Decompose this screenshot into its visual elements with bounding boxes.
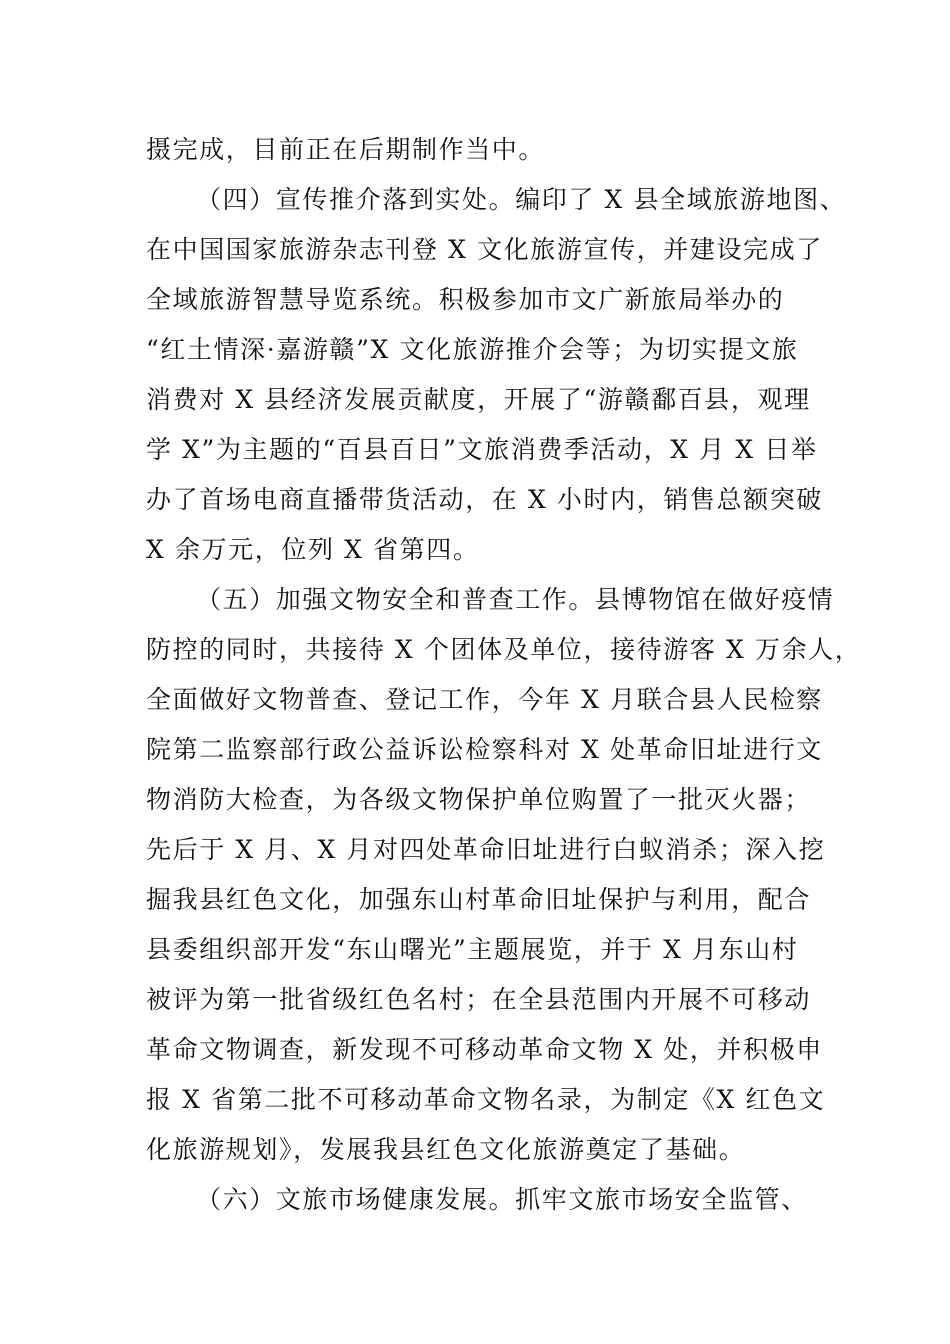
text-line: 物消防大检查，为各级文物保护单位购置了一批灭火器； [146,785,812,814]
text-line: 化旅游规划》，发展我县红色文化旅游奠定了基础。 [146,1135,746,1164]
text-line: 全域旅游智慧导览系统。积极参加市文广新旅局举办的 [146,285,785,314]
text-line: 县委组织部开发“东山曙光”主题展览，并于 X 月东山村 [146,935,799,964]
text-line: 防控的同时，共接待 X 个团体及单位，接待游客 X 万余人， [146,635,862,664]
text-line: “红土情深·嘉游赣”X 文化旅游推介会等；为切实提文旅 [146,335,799,364]
text-line: 在中国国家旅游杂志刊登 X 文化旅游宣传，并建设完成了 [146,235,823,264]
text-line: 学 X”为主题的“百县百日”文旅消费季活动，X 月 X 日举 [146,435,818,464]
text-line: 掘我县红色文化，加强东山村革命旧址保护与利用，配合 [146,885,812,914]
text-line: 被评为第一批省级红色名村；在全县范围内开展不可移动 [146,985,812,1014]
text-line: 革命文物调查，新发现不可移动革命文物 X 处，并积极申 [146,1035,823,1064]
text-line: X 余万元，位列 X 省第四。 [146,535,480,564]
text-line: 全面做好文物普查、登记工作，今年 X 月联合县人民检察 [146,685,823,714]
text-line: 先后于 X 月、X 月对四处革命旧址进行白蚁消杀；深入挖 [146,835,826,864]
text-line: 消费对 X 县经济发展贡献度，开展了“游赣鄱百县，观理 [146,385,811,414]
text-line: 摄完成，目前正在后期制作当中。 [146,135,546,164]
text-line: 报 X 省第二批不可移动革命文物名录，为制定《X 红色文 [146,1085,826,1114]
text-line: 院第二监察部行政公益诉讼检察科对 X 处革命旧址进行文 [146,735,823,764]
text-line: 办了首场电商直播带货活动，在 X 小时内，销售总额突破 [146,485,823,514]
text-line: （六）文旅市场健康发展。抓牢文旅市场安全监管、 [196,1185,808,1214]
text-line: （五）加强文物安全和普查工作。县博物馆在做好疫情 [196,585,835,614]
text-line: （四）宣传推介落到实处。编印了 X 县全域旅游地图、 [196,185,847,214]
